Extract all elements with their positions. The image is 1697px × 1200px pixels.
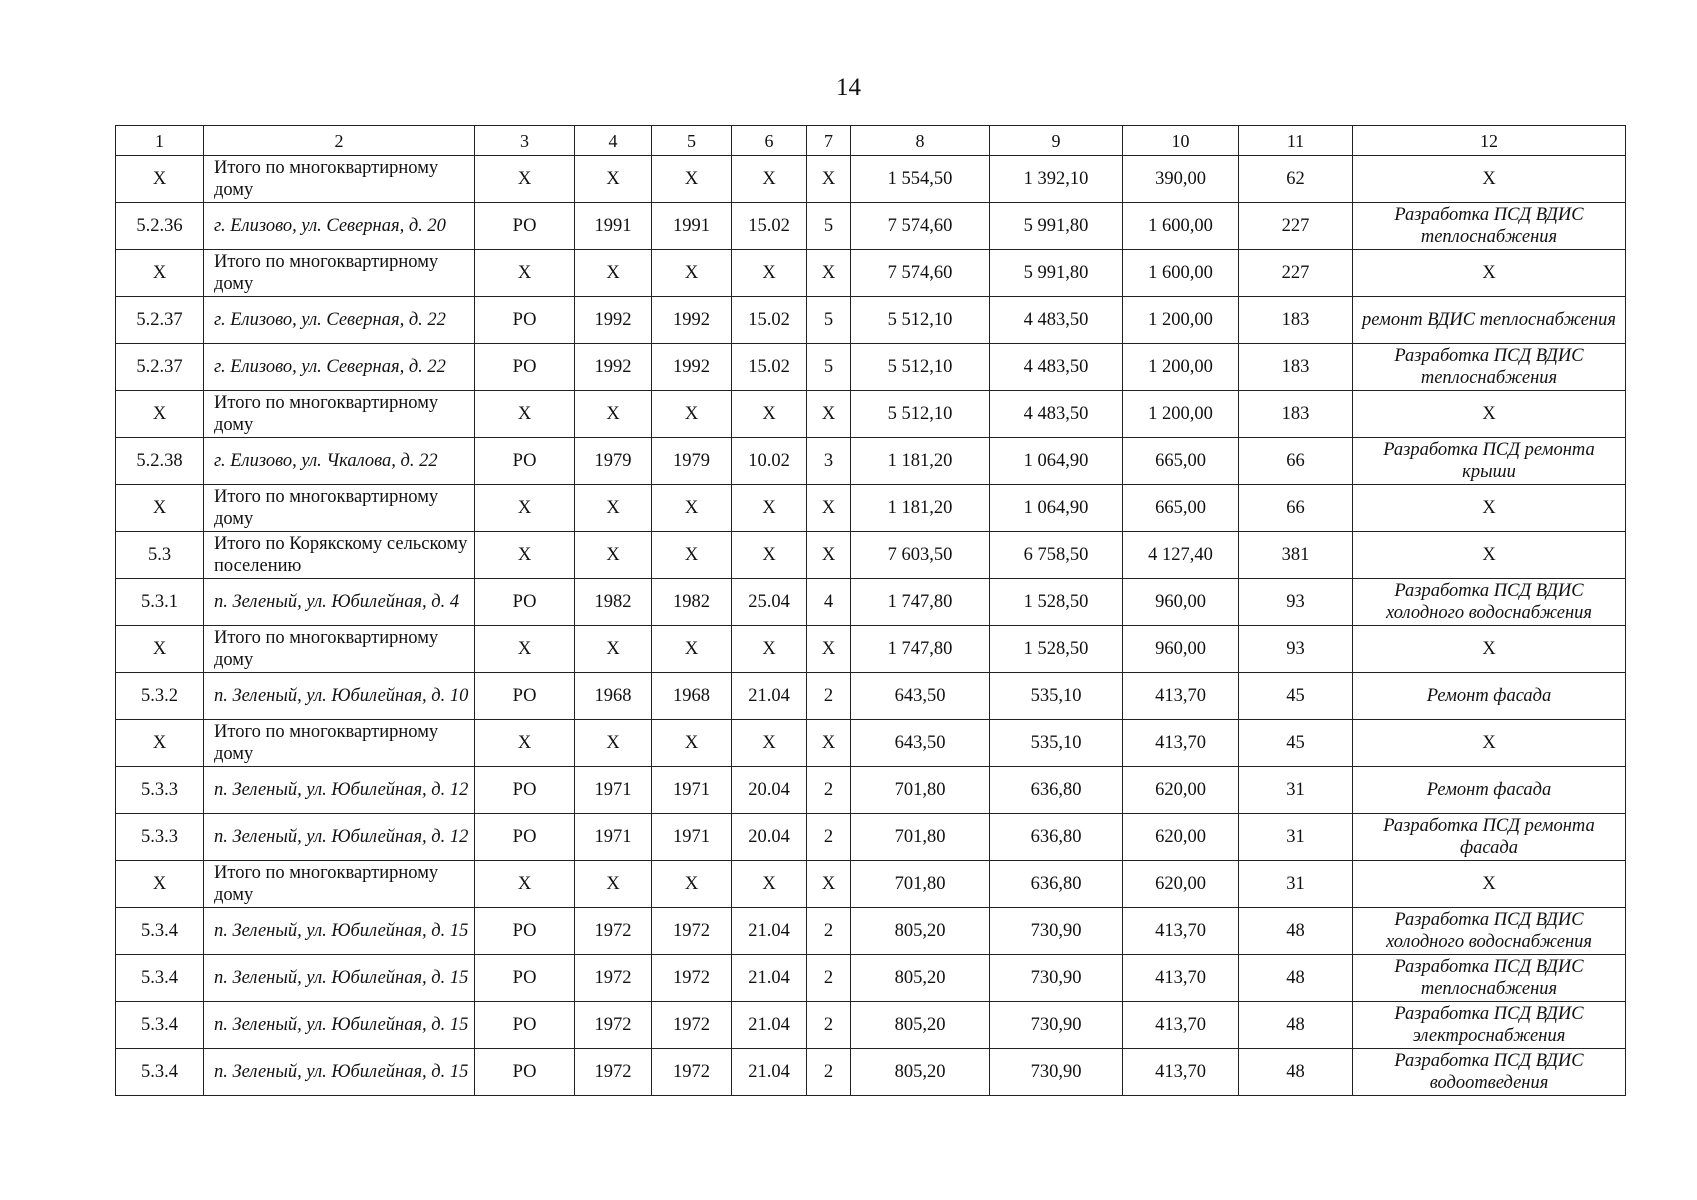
cost-cell: 665,00 [1123,438,1239,485]
owner-type-cell: РО [475,1002,575,1049]
cost-cell: 620,00 [1123,861,1239,908]
table-row [116,1002,1626,1049]
year-commissioned-cell: 1971 [652,814,732,861]
year-built-cell: 1982 [575,579,652,626]
floors-cell: 5 [807,203,851,250]
address-cell: п. Зеленый, ул. Юбилейная, д. 15 [204,955,475,1002]
floors-cell: X [807,626,851,673]
material-code-cell: X [732,626,807,673]
row-number-cell: 5.3.3 [116,767,204,814]
address-cell: Итого по Корякскому сельскому поселению [204,532,475,579]
year-built-cell: X [575,720,652,767]
cost-cell: 413,70 [1123,720,1239,767]
row-number-cell: 5.3.4 [116,1002,204,1049]
row-number-cell: 5.3 [116,532,204,579]
year-built-cell: 1972 [575,908,652,955]
owner-type-cell: X [475,250,575,297]
address-cell: г. Елизово, ул. Северная, д. 22 [204,344,475,391]
year-built-cell: 1971 [575,814,652,861]
residents-cell: 381 [1239,532,1353,579]
total-area-cell: 701,80 [851,861,990,908]
material-code-cell: 20.04 [732,767,807,814]
total-area-cell: 7 574,60 [851,203,990,250]
header-row [116,126,1626,156]
column-header-11: 11 [1239,126,1353,156]
year-built-cell: X [575,485,652,532]
living-area-cell: 730,90 [990,1049,1123,1096]
residents-cell: 66 [1239,438,1353,485]
row-number-cell: X [116,156,204,203]
owner-type-cell: РО [475,673,575,720]
work-type-cell: X [1353,391,1626,438]
cost-cell: 620,00 [1123,767,1239,814]
year-commissioned-cell: 1972 [652,1002,732,1049]
total-row [116,720,1626,767]
floors-cell: 2 [807,1049,851,1096]
row-number-cell: 5.3.4 [116,908,204,955]
work-type-cell: X [1353,626,1626,673]
year-built-cell: X [575,532,652,579]
year-built-cell: X [575,391,652,438]
residents-cell: 31 [1239,767,1353,814]
owner-type-cell: X [475,156,575,203]
total-area-cell: 7 574,60 [851,250,990,297]
residents-cell: 93 [1239,626,1353,673]
total-row [116,391,1626,438]
material-code-cell: 15.02 [732,203,807,250]
material-code-cell: X [732,485,807,532]
column-header-2: 2 [204,126,475,156]
residents-cell: 227 [1239,203,1353,250]
total-area-cell: 805,20 [851,1049,990,1096]
total-area-cell: 701,80 [851,767,990,814]
year-built-cell: X [575,250,652,297]
total-area-cell: 1 747,80 [851,579,990,626]
residents-cell: 31 [1239,861,1353,908]
living-area-cell: 730,90 [990,908,1123,955]
year-built-cell: 1992 [575,297,652,344]
year-built-cell: 1972 [575,955,652,1002]
total-row [116,250,1626,297]
year-commissioned-cell: 1979 [652,438,732,485]
row-number-cell: 5.3.2 [116,673,204,720]
living-area-cell: 4 483,50 [990,391,1123,438]
address-cell: Итого по многоквартирному дому [204,391,475,438]
floors-cell: X [807,532,851,579]
work-type-cell: X [1353,532,1626,579]
total-row [116,485,1626,532]
floors-cell: 4 [807,579,851,626]
living-area-cell: 4 483,50 [990,344,1123,391]
floors-cell: 5 [807,297,851,344]
address-cell: п. Зеленый, ул. Юбилейная, д. 15 [204,1049,475,1096]
column-header-1: 1 [116,126,204,156]
living-area-cell: 4 483,50 [990,297,1123,344]
work-type-cell: Разработка ПСД ремонта крыши [1353,438,1626,485]
material-code-cell: 21.04 [732,1049,807,1096]
living-area-cell: 636,80 [990,767,1123,814]
living-area-cell: 535,10 [990,720,1123,767]
material-code-cell: 15.02 [732,344,807,391]
owner-type-cell: РО [475,955,575,1002]
cost-cell: 390,00 [1123,156,1239,203]
floors-cell: X [807,720,851,767]
cost-cell: 960,00 [1123,579,1239,626]
total-area-cell: 805,20 [851,1002,990,1049]
owner-type-cell: РО [475,203,575,250]
work-type-cell: Разработка ПСД ВДИС теплоснабжения [1353,203,1626,250]
floors-cell: 5 [807,344,851,391]
material-code-cell: X [732,532,807,579]
residents-cell: 48 [1239,1049,1353,1096]
capital-repair-table [115,125,1626,1096]
row-number-cell: X [116,626,204,673]
address-cell: Итого по многоквартирному дому [204,250,475,297]
address-cell: п. Зеленый, ул. Юбилейная, д. 10 [204,673,475,720]
cost-cell: 1 600,00 [1123,250,1239,297]
row-number-cell: 5.3.4 [116,1049,204,1096]
address-cell: Итого по многоквартирному дому [204,156,475,203]
work-type-cell: Ремонт фасада [1353,673,1626,720]
table-row [116,814,1626,861]
total-area-cell: 1 747,80 [851,626,990,673]
living-area-cell: 5 991,80 [990,203,1123,250]
cost-cell: 1 600,00 [1123,203,1239,250]
residents-cell: 45 [1239,720,1353,767]
column-header-3: 3 [475,126,575,156]
column-header-5: 5 [652,126,732,156]
page-number: 14 [836,74,861,101]
cost-cell: 1 200,00 [1123,391,1239,438]
total-area-cell: 1 181,20 [851,438,990,485]
material-code-cell: 21.04 [732,673,807,720]
table-row [116,673,1626,720]
floors-cell: X [807,156,851,203]
column-header-6: 6 [732,126,807,156]
owner-type-cell: X [475,532,575,579]
address-cell: Итого по многоквартирному дому [204,720,475,767]
residents-cell: 62 [1239,156,1353,203]
year-built-cell: 1992 [575,344,652,391]
year-built-cell: 1979 [575,438,652,485]
cost-cell: 1 200,00 [1123,344,1239,391]
living-area-cell: 1 528,50 [990,579,1123,626]
cost-cell: 4 127,40 [1123,532,1239,579]
material-code-cell: 15.02 [732,297,807,344]
residents-cell: 48 [1239,955,1353,1002]
year-commissioned-cell: 1991 [652,203,732,250]
living-area-cell: 636,80 [990,861,1123,908]
owner-type-cell: РО [475,344,575,391]
total-area-cell: 7 603,50 [851,532,990,579]
year-built-cell: 1968 [575,673,652,720]
work-type-cell: Разработка ПСД ВДИС холодного водоснабжения [1353,579,1626,626]
floors-cell: X [807,485,851,532]
year-built-cell: 1972 [575,1002,652,1049]
row-number-cell: 5.2.38 [116,438,204,485]
row-number-cell: 5.2.37 [116,297,204,344]
work-type-cell: X [1353,485,1626,532]
living-area-cell: 6 758,50 [990,532,1123,579]
owner-type-cell: РО [475,1049,575,1096]
row-number-cell: 5.3.1 [116,579,204,626]
work-type-cell: Разработка ПСД ВДИС водоотведения [1353,1049,1626,1096]
residents-cell: 48 [1239,1002,1353,1049]
material-code-cell: 10.02 [732,438,807,485]
material-code-cell: 21.04 [732,908,807,955]
year-commissioned-cell: 1992 [652,344,732,391]
row-number-cell: X [116,391,204,438]
year-built-cell: 1991 [575,203,652,250]
floors-cell: 3 [807,438,851,485]
floors-cell: 2 [807,673,851,720]
table-row [116,297,1626,344]
year-commissioned-cell: 1972 [652,908,732,955]
residents-cell: 66 [1239,485,1353,532]
total-area-cell: 5 512,10 [851,391,990,438]
work-type-cell: Разработка ПСД ВДИС теплоснабжения [1353,955,1626,1002]
living-area-cell: 5 991,80 [990,250,1123,297]
owner-type-cell: РО [475,908,575,955]
row-number-cell: 5.3.4 [116,955,204,1002]
row-number-cell: X [116,250,204,297]
living-area-cell: 535,10 [990,673,1123,720]
owner-type-cell: РО [475,438,575,485]
address-cell: г. Елизово, ул. Чкалова, д. 22 [204,438,475,485]
material-code-cell: X [732,720,807,767]
floors-cell: 2 [807,1002,851,1049]
cost-cell: 413,70 [1123,1049,1239,1096]
table-row [116,344,1626,391]
year-commissioned-cell: 1972 [652,1049,732,1096]
address-cell: п. Зеленый, ул. Юбилейная, д. 12 [204,814,475,861]
floors-cell: 2 [807,767,851,814]
material-code-cell: X [732,391,807,438]
address-cell: п. Зеленый, ул. Юбилейная, д. 15 [204,1002,475,1049]
owner-type-cell: РО [475,297,575,344]
cost-cell: 1 200,00 [1123,297,1239,344]
work-type-cell: Разработка ПСД ВДИС холодного водоснабжения [1353,908,1626,955]
year-commissioned-cell: X [652,485,732,532]
material-code-cell: 20.04 [732,814,807,861]
material-code-cell: X [732,156,807,203]
cost-cell: 620,00 [1123,814,1239,861]
total-row [116,532,1626,579]
year-commissioned-cell: 1992 [652,297,732,344]
living-area-cell: 1 064,90 [990,438,1123,485]
living-area-cell: 1 528,50 [990,626,1123,673]
total-area-cell: 5 512,10 [851,344,990,391]
year-commissioned-cell: X [652,720,732,767]
year-built-cell: X [575,861,652,908]
cost-cell: 413,70 [1123,673,1239,720]
address-cell: г. Елизово, ул. Северная, д. 20 [204,203,475,250]
floors-cell: X [807,391,851,438]
floors-cell: X [807,250,851,297]
material-code-cell: 21.04 [732,955,807,1002]
table-row [116,1049,1626,1096]
column-header-12: 12 [1353,126,1626,156]
row-number-cell: 5.2.37 [116,344,204,391]
living-area-cell: 1 392,10 [990,156,1123,203]
total-area-cell: 701,80 [851,814,990,861]
living-area-cell: 636,80 [990,814,1123,861]
residents-cell: 48 [1239,908,1353,955]
residents-cell: 31 [1239,814,1353,861]
work-type-cell: Разработка ПСД ВДИС теплоснабжения [1353,344,1626,391]
row-number-cell: X [116,485,204,532]
table-row [116,767,1626,814]
owner-type-cell: РО [475,814,575,861]
floors-cell: 2 [807,814,851,861]
column-header-4: 4 [575,126,652,156]
address-cell: п. Зеленый, ул. Юбилейная, д. 12 [204,767,475,814]
residents-cell: 45 [1239,673,1353,720]
year-commissioned-cell: X [652,156,732,203]
address-cell: п. Зеленый, ул. Юбилейная, д. 15 [204,908,475,955]
column-header-8: 8 [851,126,990,156]
row-number-cell: 5.3.3 [116,814,204,861]
work-type-cell: X [1353,250,1626,297]
total-area-cell: 5 512,10 [851,297,990,344]
work-type-cell: Разработка ПСД ремонта фасада [1353,814,1626,861]
address-cell: Итого по многоквартирному дому [204,485,475,532]
address-cell: Итого по многоквартирному дому [204,861,475,908]
year-commissioned-cell: X [652,391,732,438]
year-commissioned-cell: X [652,626,732,673]
owner-type-cell: X [475,485,575,532]
total-area-cell: 643,50 [851,720,990,767]
total-row [116,861,1626,908]
residents-cell: 183 [1239,297,1353,344]
residents-cell: 183 [1239,344,1353,391]
work-type-cell: X [1353,720,1626,767]
material-code-cell: 21.04 [732,1002,807,1049]
work-type-cell: X [1353,156,1626,203]
row-number-cell: 5.2.36 [116,203,204,250]
table-row [116,438,1626,485]
year-commissioned-cell: 1982 [652,579,732,626]
year-commissioned-cell: X [652,861,732,908]
owner-type-cell: X [475,391,575,438]
total-area-cell: 805,20 [851,955,990,1002]
owner-type-cell: X [475,861,575,908]
address-cell: Итого по многоквартирному дому [204,626,475,673]
residents-cell: 93 [1239,579,1353,626]
column-header-10: 10 [1123,126,1239,156]
floors-cell: 2 [807,955,851,1002]
total-area-cell: 1 181,20 [851,485,990,532]
row-number-cell: X [116,720,204,767]
year-commissioned-cell: 1972 [652,955,732,1002]
total-area-cell: 643,50 [851,673,990,720]
work-type-cell: ремонт ВДИС теплоснабжения [1353,297,1626,344]
year-commissioned-cell: 1968 [652,673,732,720]
residents-cell: 227 [1239,250,1353,297]
year-built-cell: X [575,626,652,673]
row-number-cell: X [116,861,204,908]
table-row [116,579,1626,626]
living-area-cell: 730,90 [990,1002,1123,1049]
living-area-cell: 1 064,90 [990,485,1123,532]
year-commissioned-cell: X [652,250,732,297]
residents-cell: 183 [1239,391,1353,438]
material-code-cell: 25.04 [732,579,807,626]
year-built-cell: X [575,156,652,203]
work-type-cell: Разработка ПСД ВДИС электроснабжения [1353,1002,1626,1049]
material-code-cell: X [732,250,807,297]
column-header-7: 7 [807,126,851,156]
table-row [116,908,1626,955]
owner-type-cell: РО [475,579,575,626]
table-row [116,203,1626,250]
cost-cell: 413,70 [1123,908,1239,955]
address-cell: п. Зеленый, ул. Юбилейная, д. 4 [204,579,475,626]
total-area-cell: 1 554,50 [851,156,990,203]
owner-type-cell: X [475,626,575,673]
floors-cell: 2 [807,908,851,955]
total-row [116,156,1626,203]
cost-cell: 413,70 [1123,1002,1239,1049]
work-type-cell: Ремонт фасада [1353,767,1626,814]
year-built-cell: 1972 [575,1049,652,1096]
cost-cell: 960,00 [1123,626,1239,673]
year-commissioned-cell: 1971 [652,767,732,814]
material-code-cell: X [732,861,807,908]
owner-type-cell: РО [475,767,575,814]
total-area-cell: 805,20 [851,908,990,955]
living-area-cell: 730,90 [990,955,1123,1002]
total-row [116,626,1626,673]
table-row [116,955,1626,1002]
work-type-cell: X [1353,861,1626,908]
owner-type-cell: X [475,720,575,767]
address-cell: г. Елизово, ул. Северная, д. 22 [204,297,475,344]
floors-cell: X [807,861,851,908]
column-header-9: 9 [990,126,1123,156]
year-built-cell: 1971 [575,767,652,814]
cost-cell: 413,70 [1123,955,1239,1002]
year-commissioned-cell: X [652,532,732,579]
cost-cell: 665,00 [1123,485,1239,532]
